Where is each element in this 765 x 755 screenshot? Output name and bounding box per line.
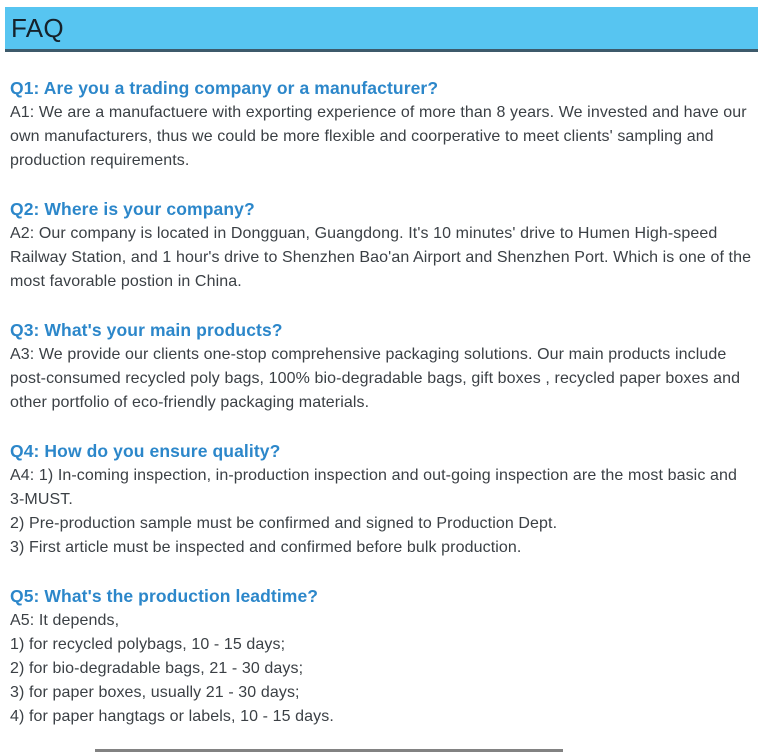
faq-question: Q1: Are you a trading company or a manufacturer? <box>10 78 439 98</box>
faq-answer: 1) for recycled polybags, 10 - 15 days; <box>10 636 286 653</box>
faq-item-3 <box>10 320 755 415</box>
faq-answer: A4: 1) In-coming inspection, in-production inspection and out-going inspection are the most basic and 3-MUST. <box>10 467 737 508</box>
faq-answer: A3: We provide our clients one-stop comprehensive packaging solutions. Our main products include post-consumed recycled poly bags, 100% bio-degradable bags, gift boxes , recycled paper boxes and other portfolio of eco-friendly packaging materials. <box>10 346 741 411</box>
faq-content <box>10 78 755 729</box>
faq-question: Q3: What's your main products? <box>10 320 283 340</box>
cutoff-next-section-divider <box>95 749 563 752</box>
faq-answer: A1: We are a manufactuere with exporting experience of more than 8 years. We invested and have our own manufacturers, thus we could be more flexible and coorperative to meet clients' sampling and production requirements. <box>10 104 747 169</box>
faq-item-4 <box>10 441 755 560</box>
faq-answer: A5: It depends, <box>10 612 120 629</box>
faq-item-5 <box>10 586 755 729</box>
faq-answer: 2) for bio-degradable bags, 21 - 30 days; <box>10 660 304 677</box>
faq-answer: 3) First article must be inspected and confirmed before bulk production. <box>10 539 522 556</box>
faq-answer: 4) for paper hangtags or labels, 10 - 15 days. <box>10 708 334 725</box>
faq-item-1 <box>10 78 755 173</box>
faq-question: Q4: How do you ensure quality? <box>10 441 281 461</box>
faq-answer: A2: Our company is located in Dongguan, Guangdong. It's 10 minutes' drive to Humen High-speed Railway Station, and 1 hour's drive to Shenzhen Bao'an Airport and Shenzhen Port. Which is one of the most favorable postion in China. <box>10 225 752 290</box>
faq-question: Q2: Where is your company? <box>10 199 255 219</box>
faq-answer: 3) for paper boxes, usually 21 - 30 days; <box>10 684 300 701</box>
page-title: FAQ <box>11 12 64 43</box>
faq-answer: 2) Pre-production sample must be confirmed and signed to Production Dept. <box>10 515 558 532</box>
faq-question: Q5: What's the production leadtime? <box>10 586 319 606</box>
faq-section-header <box>5 7 758 52</box>
faq-item-2 <box>10 199 755 294</box>
